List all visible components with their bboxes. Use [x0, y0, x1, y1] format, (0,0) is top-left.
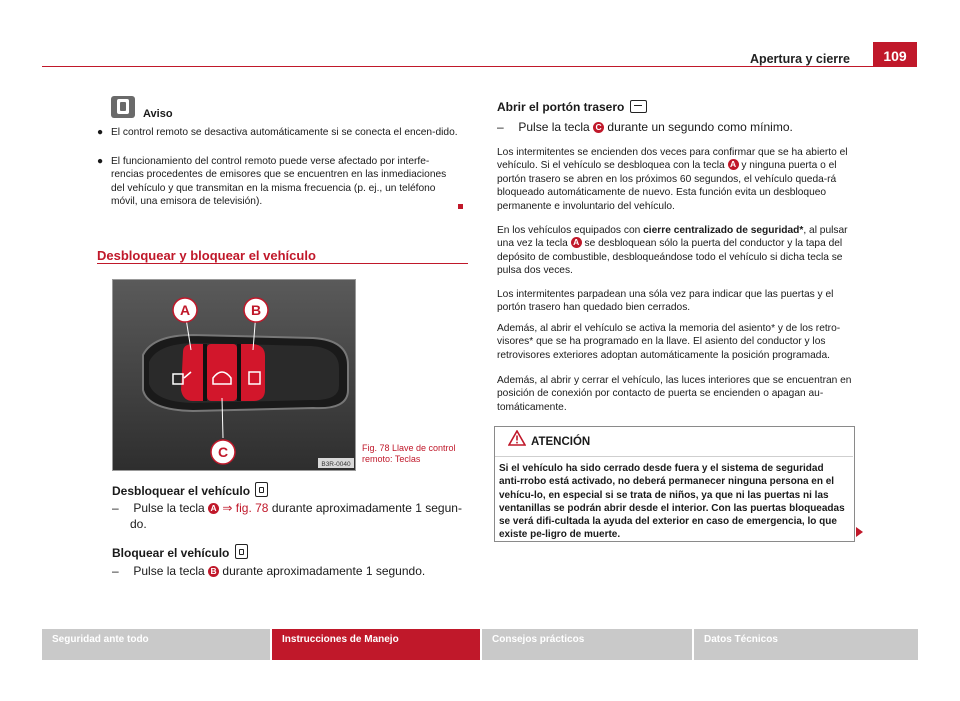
section-title: Desbloquear y bloquear el vehículo [97, 248, 316, 263]
paragraph-5: Además, al abrir y cerrar el vehículo, las luces interiores que se encuentran en posición de conexión por contacto de puerta se encienden o apagan au-tomáticamente. [497, 375, 852, 413]
tailgate-step-prefix: Pulse la tecla [518, 120, 590, 134]
tailgate-heading-text: Abrir el portón trasero [497, 100, 625, 114]
notice-bullet-text: El control remoto se desactiva automáticamente si se conecta el encen-dido. [111, 127, 458, 138]
unlock-heading-text: Desbloquear el vehículo [112, 484, 251, 498]
notice-bullet [97, 155, 462, 209]
paragraph-2 [497, 224, 853, 278]
lock-heading [112, 544, 248, 560]
paragraph-1 [497, 146, 853, 213]
footer-tab-label: Instrucciones de Manejo [282, 634, 399, 645]
tailgate-icon [630, 100, 647, 113]
section-rule [97, 263, 468, 264]
lock-icon [235, 544, 248, 559]
footer-tab-seguridad[interactable] [42, 629, 270, 660]
lock-step-suffix: durante aproximadamente 1 segundo. [222, 564, 426, 578]
info-notice-icon [111, 96, 135, 118]
paragraph-3: Los intermitentes parpadean una sóla vez para indicar que las puertas y el portón trasero han quedado bien cerrados. [497, 289, 834, 314]
callout-b-label: B [250, 302, 262, 318]
warning-text: Si el vehículo ha sido cerrado desde fuera y el sistema de seguridad anti-rrobo está activado, no deberá permanecer ninguna persona en el vehícu-lo, en especial si se trata de niños, ya que ni las puertas ni las ventanillas se podrán abrir desde el interior. Con las puertas bloqueadas se verá difi-cultada la ayuda del exterior en caso de emergencia, lo que existe pe-ligro de muerte. [499, 463, 845, 541]
unlock-step: – Pulse la tecla A ⇒ fig. 78 durante aproximadamente 1 segun- do. [112, 500, 468, 532]
p2-text-a: En los vehículos equipados con [497, 225, 641, 236]
warning-triangle-icon [508, 430, 526, 451]
p2-text-c: se desbloquean sólo la puerta del conductor y la tapa del depósito de combustible, desbloqueándose todo el vehículo si dicha tecla se pulsa dos veces. [497, 238, 843, 277]
p2-bold: cierre centralizado de seguridad* [643, 225, 804, 236]
footer-tab-datos[interactable] [694, 629, 918, 660]
unlock-step-suffix2: do. [130, 517, 147, 531]
lock-step-prefix: Pulse la tecla [133, 564, 205, 578]
figure-link[interactable]: ⇒ fig. 78 [222, 501, 269, 515]
key-a-badge: A [208, 503, 219, 514]
bullet-dot: ● [97, 127, 104, 138]
lock-heading-text: Bloquear el vehículo [112, 546, 230, 560]
header-rule [42, 66, 873, 67]
warning-title: ATENCIÓN [531, 436, 591, 448]
page-number: 109 [873, 42, 917, 67]
unlock-icon [255, 482, 268, 497]
notice-bullet [97, 126, 462, 139]
callout-c-label: C [217, 444, 229, 460]
tailgate-heading [497, 100, 647, 114]
notice-title: Aviso [143, 108, 173, 120]
key-a-badge: A [571, 237, 582, 248]
paragraph-4: Además, al abrir el vehículo se activa la memoria del asiento* y de los retro-visores* que se ha programado en la llave. El asiento del conductor y los retrovisores exteriores adoptan automáticamente la posición programada. [497, 323, 841, 361]
lock-step: – Pulse la tecla B durante aproximadamente 1 segundo. [112, 564, 426, 578]
p1-text-a: Los intermitentes se encienden dos veces para confirmar que se ha abierto el vehículo. Si el vehículo se desbloquea con la tecla [497, 147, 848, 172]
tailgate-step: – Pulse la tecla C durante un segundo como mínimo. [497, 120, 793, 134]
footer-tab-consejos[interactable] [482, 629, 692, 660]
notice-bullet-text: El funcionamiento del control remoto puede verse afectado por interfe-rencias procedentes de emisores que se encuentren en las inmediaciones del vehículo y que transmitan en la misma frecuencia (p. ej., un teléfono móvil, una emisora de televisión). [111, 156, 447, 208]
unlock-heading [112, 482, 268, 498]
bullet-dot: ● [97, 156, 104, 167]
continue-arrow-icon [856, 527, 863, 537]
figure-code: B3R-0040 [321, 461, 351, 468]
footer-tab-instrucciones[interactable] [272, 629, 480, 660]
end-of-section-marker [458, 204, 463, 209]
key-a-badge: A [728, 159, 739, 170]
unlock-step-suffix: durante aproximadamente 1 segun- [271, 501, 462, 515]
tailgate-step-suffix: durante un segundo como mínimo. [607, 120, 793, 134]
p1-text-b: y ninguna puerta o el portón trasero se abren en los próximos 60 segundos, el vehículo queda-rá bloqueado automáticamente de nuevo. Esta función evita un desbloqueo permanente e involuntario del vehículo. [497, 160, 837, 212]
footer-tab-label: Consejos prácticos [492, 634, 585, 645]
key-c-badge: C [593, 122, 604, 133]
footer-tab-label: Datos Técnicos [704, 634, 778, 645]
figure-caption: Fig. 78 Llave de control remoto: Teclas [362, 443, 456, 464]
p2-text-b: , al pulsar una vez la tecla [497, 225, 848, 250]
remote-key-figure [112, 279, 356, 471]
key-b-badge: B [208, 566, 219, 577]
running-header-title: Apertura y cierre [749, 52, 850, 66]
remote-key-illustration [113, 280, 355, 470]
unlock-step-prefix: Pulse la tecla [133, 501, 205, 515]
footer-tab-label: Seguridad ante todo [52, 634, 149, 645]
callout-a-label: A [179, 302, 191, 318]
hand-pointer-icon [111, 96, 135, 118]
